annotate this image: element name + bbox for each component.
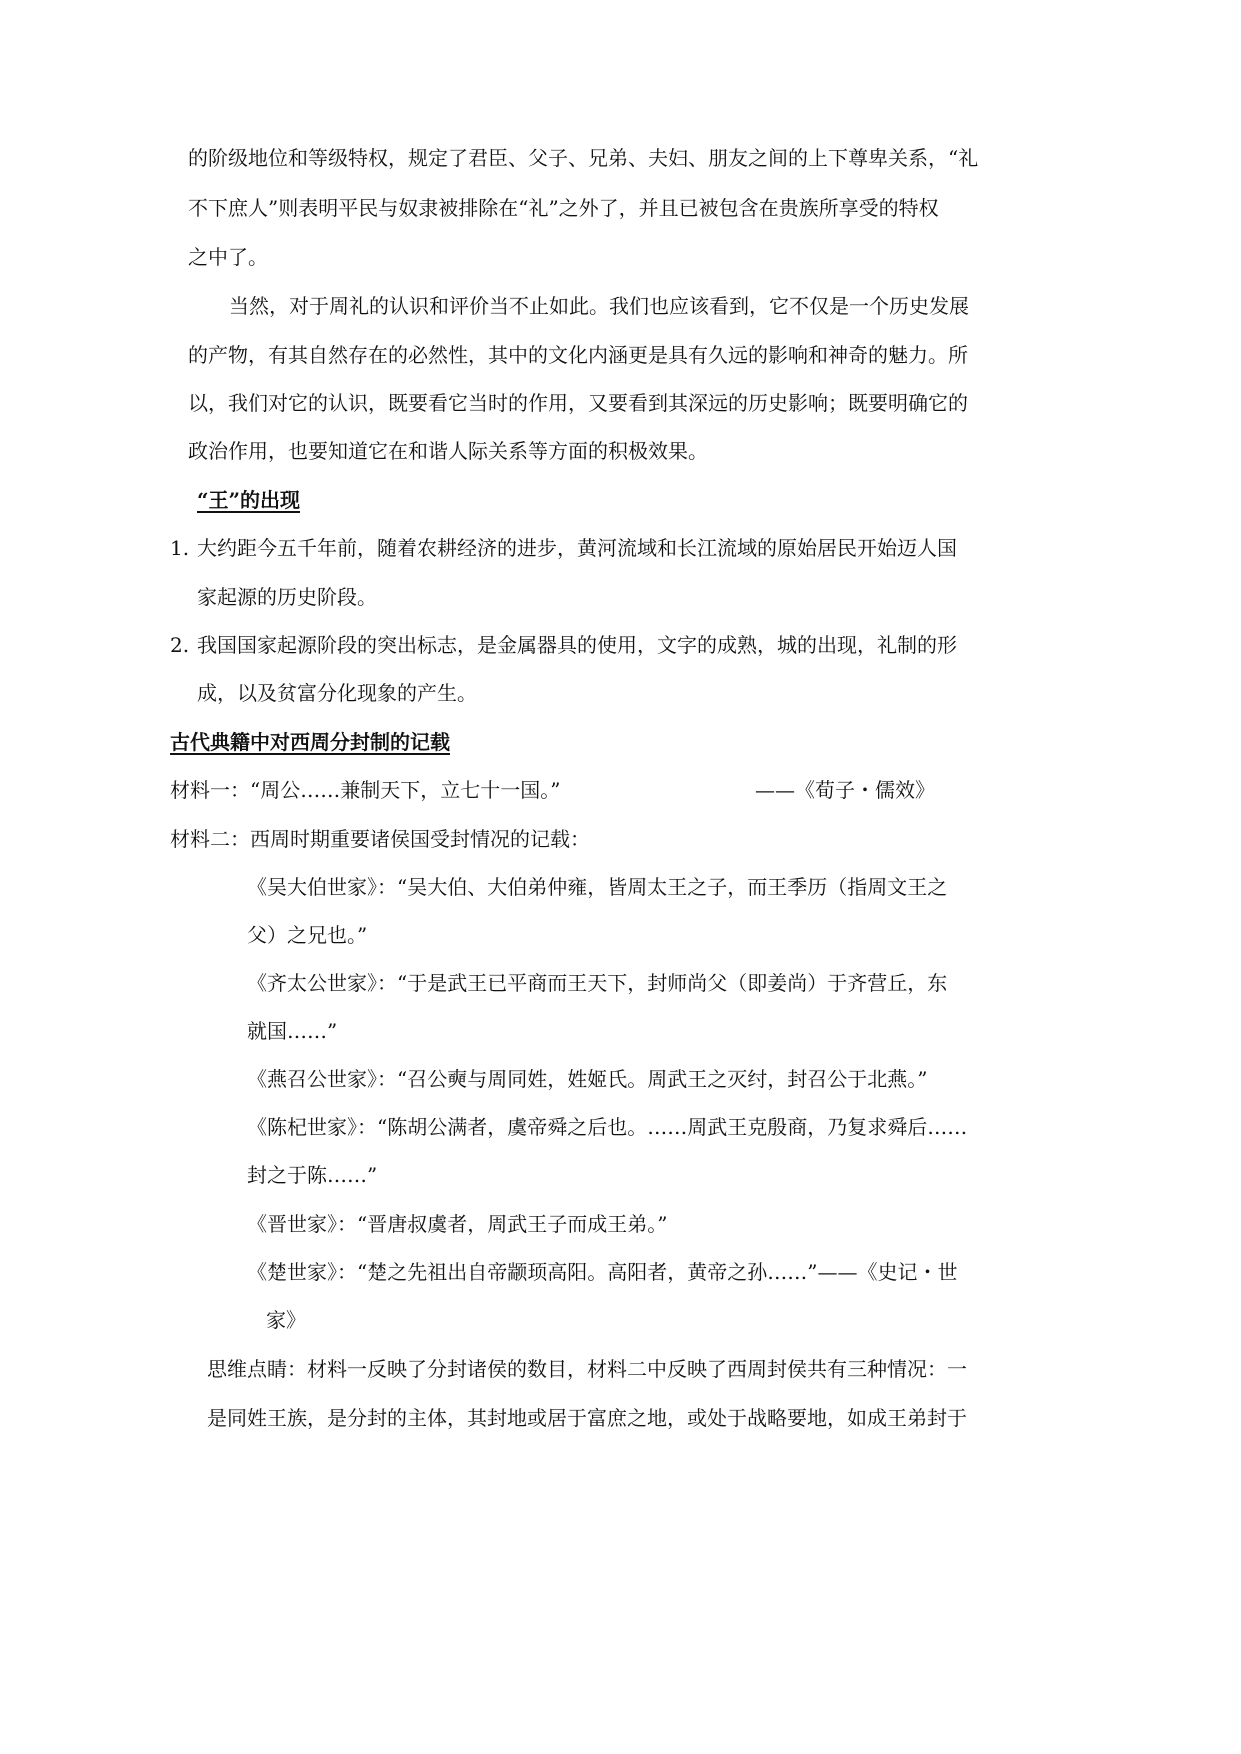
material-2-quote-line-6: 《陈杞世家》：“陈胡公满者，虞帝舜之后也。……周武王克殷商，乃复求舜后…… — [247, 1115, 968, 1139]
paragraph-2-line-4: 政治作用，也要知道它在和谐人际关系等方面的积极效果。 — [188, 439, 708, 463]
analysis-line-1: 思维点睛：材料一反映了分封诸侯的数目，材料二中反映了西周封侯共有三种情况：一 — [207, 1357, 967, 1381]
material-2-quote-line-3: 《齐太公世家》：“于是武王已平商而王天下，封师尚父（即姜尚）于齐营丘，东 — [247, 971, 948, 995]
material-1-source: ——《荀子・儒效》 — [755, 778, 935, 802]
list-item-2-line-1: 我国国家起源阶段的突出标志，是金属器具的使用，文字的成熟，城的出现，礼制的形 — [197, 633, 957, 657]
paragraph-2-line-2: 的产物，有其自然存在的必然性，其中的文化内涵更是具有久远的影响和神奇的魅力。所 — [188, 343, 968, 367]
paragraph-2-line-1: 当然，对于周礼的认识和评价当不止如此。我们也应该看到，它不仅是一个历史发展 — [229, 294, 969, 318]
material-2-quote-line-9: 《楚世家》：“楚之先祖出自帝颛顼高阳。高阳者，黄帝之孙……”——《史记・世 — [247, 1260, 958, 1284]
list-item-1-number: 1. — [170, 536, 190, 560]
material-2-quote-line-4: 就国……” — [247, 1019, 338, 1043]
analysis-line-2: 是同姓王族，是分封的主体，其封地或居于富庶之地，或处于战略要地，如成王弟封于 — [207, 1406, 967, 1430]
material-2-quote-line-7: 封之于陈……” — [247, 1163, 378, 1187]
material-1-text: 材料一：“周公……兼制天下，立七十一国。” — [170, 778, 561, 802]
list-item-2-line-2: 成，以及贫富分化现象的产生。 — [197, 681, 477, 705]
list-item-2-number: 2. — [170, 633, 190, 657]
paragraph-1-line-1: 的阶级地位和等级特权，规定了君臣、父子、兄弟、夫妇、朋友之间的上下尊卑关系，“礼 — [188, 146, 979, 170]
material-2-quote-line-5: 《燕召公世家》：“召公奭与周同姓，姓姬氏。周武王之灭纣，封召公于北燕。” — [247, 1067, 928, 1091]
list-item-1-line-2: 家起源的历史阶段。 — [197, 585, 377, 609]
section-1-heading: “王”的出现 — [197, 488, 301, 512]
paragraph-2-line-3: 以，我们对它的认识，既要看它当时的作用，又要看到其深远的历史影响；既要明确它的 — [188, 391, 968, 415]
material-2-quote-line-8: 《晋世家》：“晋唐叔虞者，周武王子而成王弟。” — [247, 1212, 668, 1236]
material-2-intro: 材料二：西周时期重要诸侯国受封情况的记载： — [170, 827, 590, 851]
material-2-quote-line-1: 《吴大伯世家》：“吴大伯、大伯弟仲雍，皆周太王之子，而王季历（指周文王之 — [247, 875, 948, 899]
paragraph-1-line-2: 不下庶人”则表明平民与奴隶被排除在“礼”之外了，并且已被包含在贵族所享受的特权 — [188, 196, 939, 220]
material-2-quote-line-2: 父）之兄也。” — [247, 923, 368, 947]
material-2-quote-line-10: 家》 — [266, 1308, 306, 1332]
section-2-heading: 古代典籍中对西周分封制的记载 — [170, 730, 450, 754]
list-item-1-line-1: 大约距今五千年前，随着农耕经济的进步，黄河流域和长江流域的原始居民开始迈人国 — [197, 536, 957, 560]
paragraph-1-line-3: 之中了。 — [188, 245, 268, 269]
